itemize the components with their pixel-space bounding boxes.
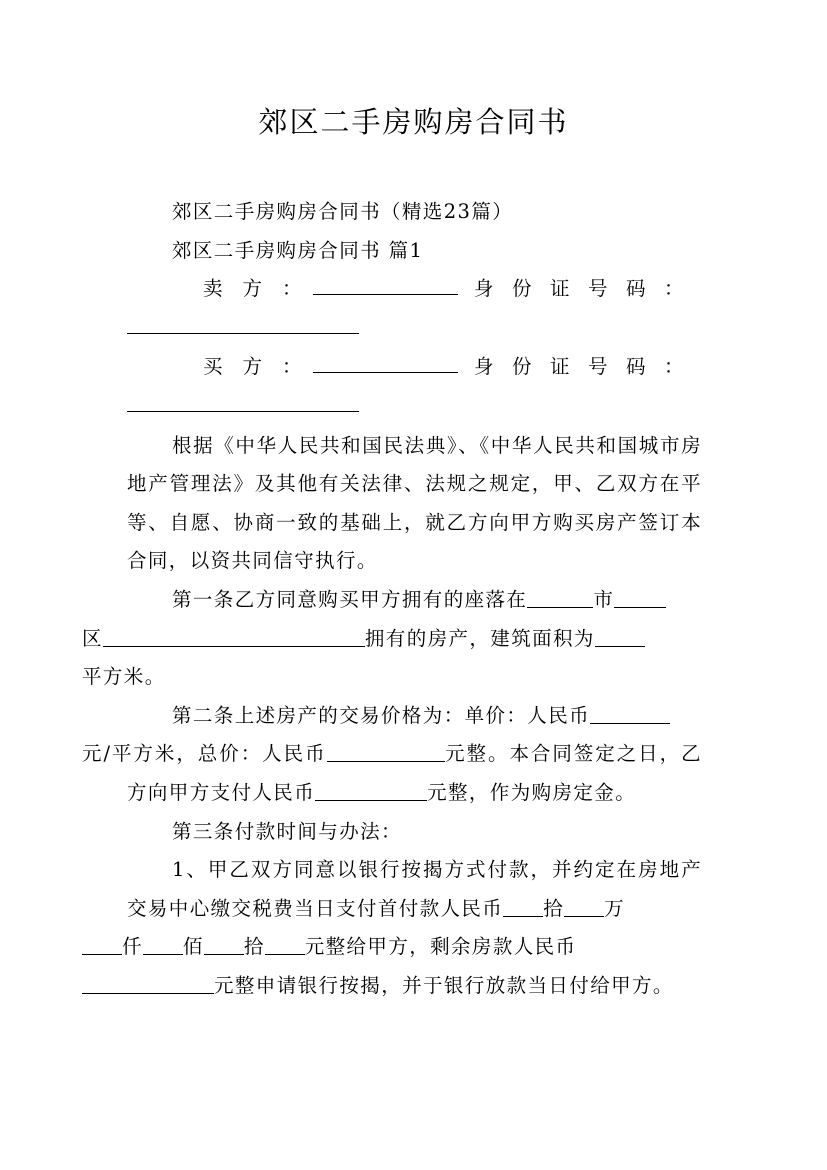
article-3-text-a: 1、甲乙双方同意以银行按揭方式付款，并约定在房地产交易中心缴交税费当日支付首付款人民币 xyxy=(127,858,702,920)
down-payment-blank-1 xyxy=(503,897,543,917)
down-payment-blank-5 xyxy=(204,936,244,956)
seller-id-label xyxy=(474,270,702,309)
buyer-label: 买方： xyxy=(203,355,322,379)
area-blank xyxy=(595,627,645,647)
seller-name-blank xyxy=(313,274,458,295)
article-1-text-c: 区 xyxy=(82,626,103,650)
article-3-text-e: 佰 xyxy=(182,935,204,959)
article-2-text-d: 元整，作为购房定金。 xyxy=(427,780,637,804)
document-title: 郊区二手房购房合同书 xyxy=(258,105,569,139)
article-3-text-c: 万 xyxy=(604,896,626,920)
district-blank-1 xyxy=(614,588,666,608)
article-3-text-f: 拾 xyxy=(243,935,265,959)
buyer-id-blank xyxy=(127,387,359,412)
article-1 xyxy=(82,581,702,697)
address-blank xyxy=(103,627,365,647)
article-1-text-b: 市 xyxy=(593,587,615,611)
buyer-row xyxy=(127,348,702,387)
down-payment-blank-4 xyxy=(143,936,183,956)
section-heading: 郊区二手房购房合同书 篇1 xyxy=(172,238,424,262)
down-payment-blank-3 xyxy=(82,936,122,956)
unit-price-blank xyxy=(590,704,670,724)
article-3-text-d: 仟 xyxy=(122,935,143,959)
article-1-text-d: 拥有的房产，建筑面积为 xyxy=(364,626,595,650)
total-price-blank xyxy=(327,743,445,763)
article-3-text-b: 拾 xyxy=(543,896,565,920)
down-payment-blank-2 xyxy=(564,897,604,917)
article-3-heading: 第三条付款时间与办法： xyxy=(172,819,402,843)
article-2 xyxy=(82,697,702,813)
article-3-text-h: 元整申请银行按揭，并于银行放款当日付给甲方。 xyxy=(214,973,674,997)
loan-amount-blank xyxy=(82,974,214,994)
down-payment-blank-6 xyxy=(265,936,305,956)
article-1-text-e: 平方米。 xyxy=(82,665,166,689)
article-1-text-a: 第一条乙方同意购买甲方拥有的座落在 xyxy=(172,587,528,611)
article-3-item-1 xyxy=(122,851,702,1005)
document-body xyxy=(82,193,702,1005)
seller-id-blank xyxy=(127,309,359,334)
seller-row xyxy=(127,270,702,309)
buyer-name-blank xyxy=(313,352,458,373)
buyer-id-text: 身份证号码： xyxy=(473,355,702,379)
article-2-text-b: 元/平方米，总价：人民币 xyxy=(82,742,327,766)
deposit-blank xyxy=(315,781,427,801)
article-3-text-g: 元整给甲方，剩余房款人民币 xyxy=(304,935,577,959)
subtitle: 郊区二手房购房合同书（精选23篇） xyxy=(172,200,514,223)
article-2-text-a: 第二条上述房产的交易价格为：单价：人民币 xyxy=(172,703,591,727)
paragraph-basis: 根据《中华人民共和国民法典》、《中华人民共和国城市房地产管理法》及其他有关法律、法规之规定，甲、乙双方在平等、自愿、协商一致的基础上，就乙方向甲方购买房产签订本合同，以资共同信守执行。 xyxy=(127,433,702,573)
seller-label: 卖方： xyxy=(203,277,322,301)
article-2-text-c: 元整。本合同签定之日，乙方向甲方支付人民币 xyxy=(127,742,702,804)
seller-id-text: 身份证号码： xyxy=(473,277,702,301)
city-blank xyxy=(527,588,593,608)
buyer-id-label xyxy=(474,348,702,387)
